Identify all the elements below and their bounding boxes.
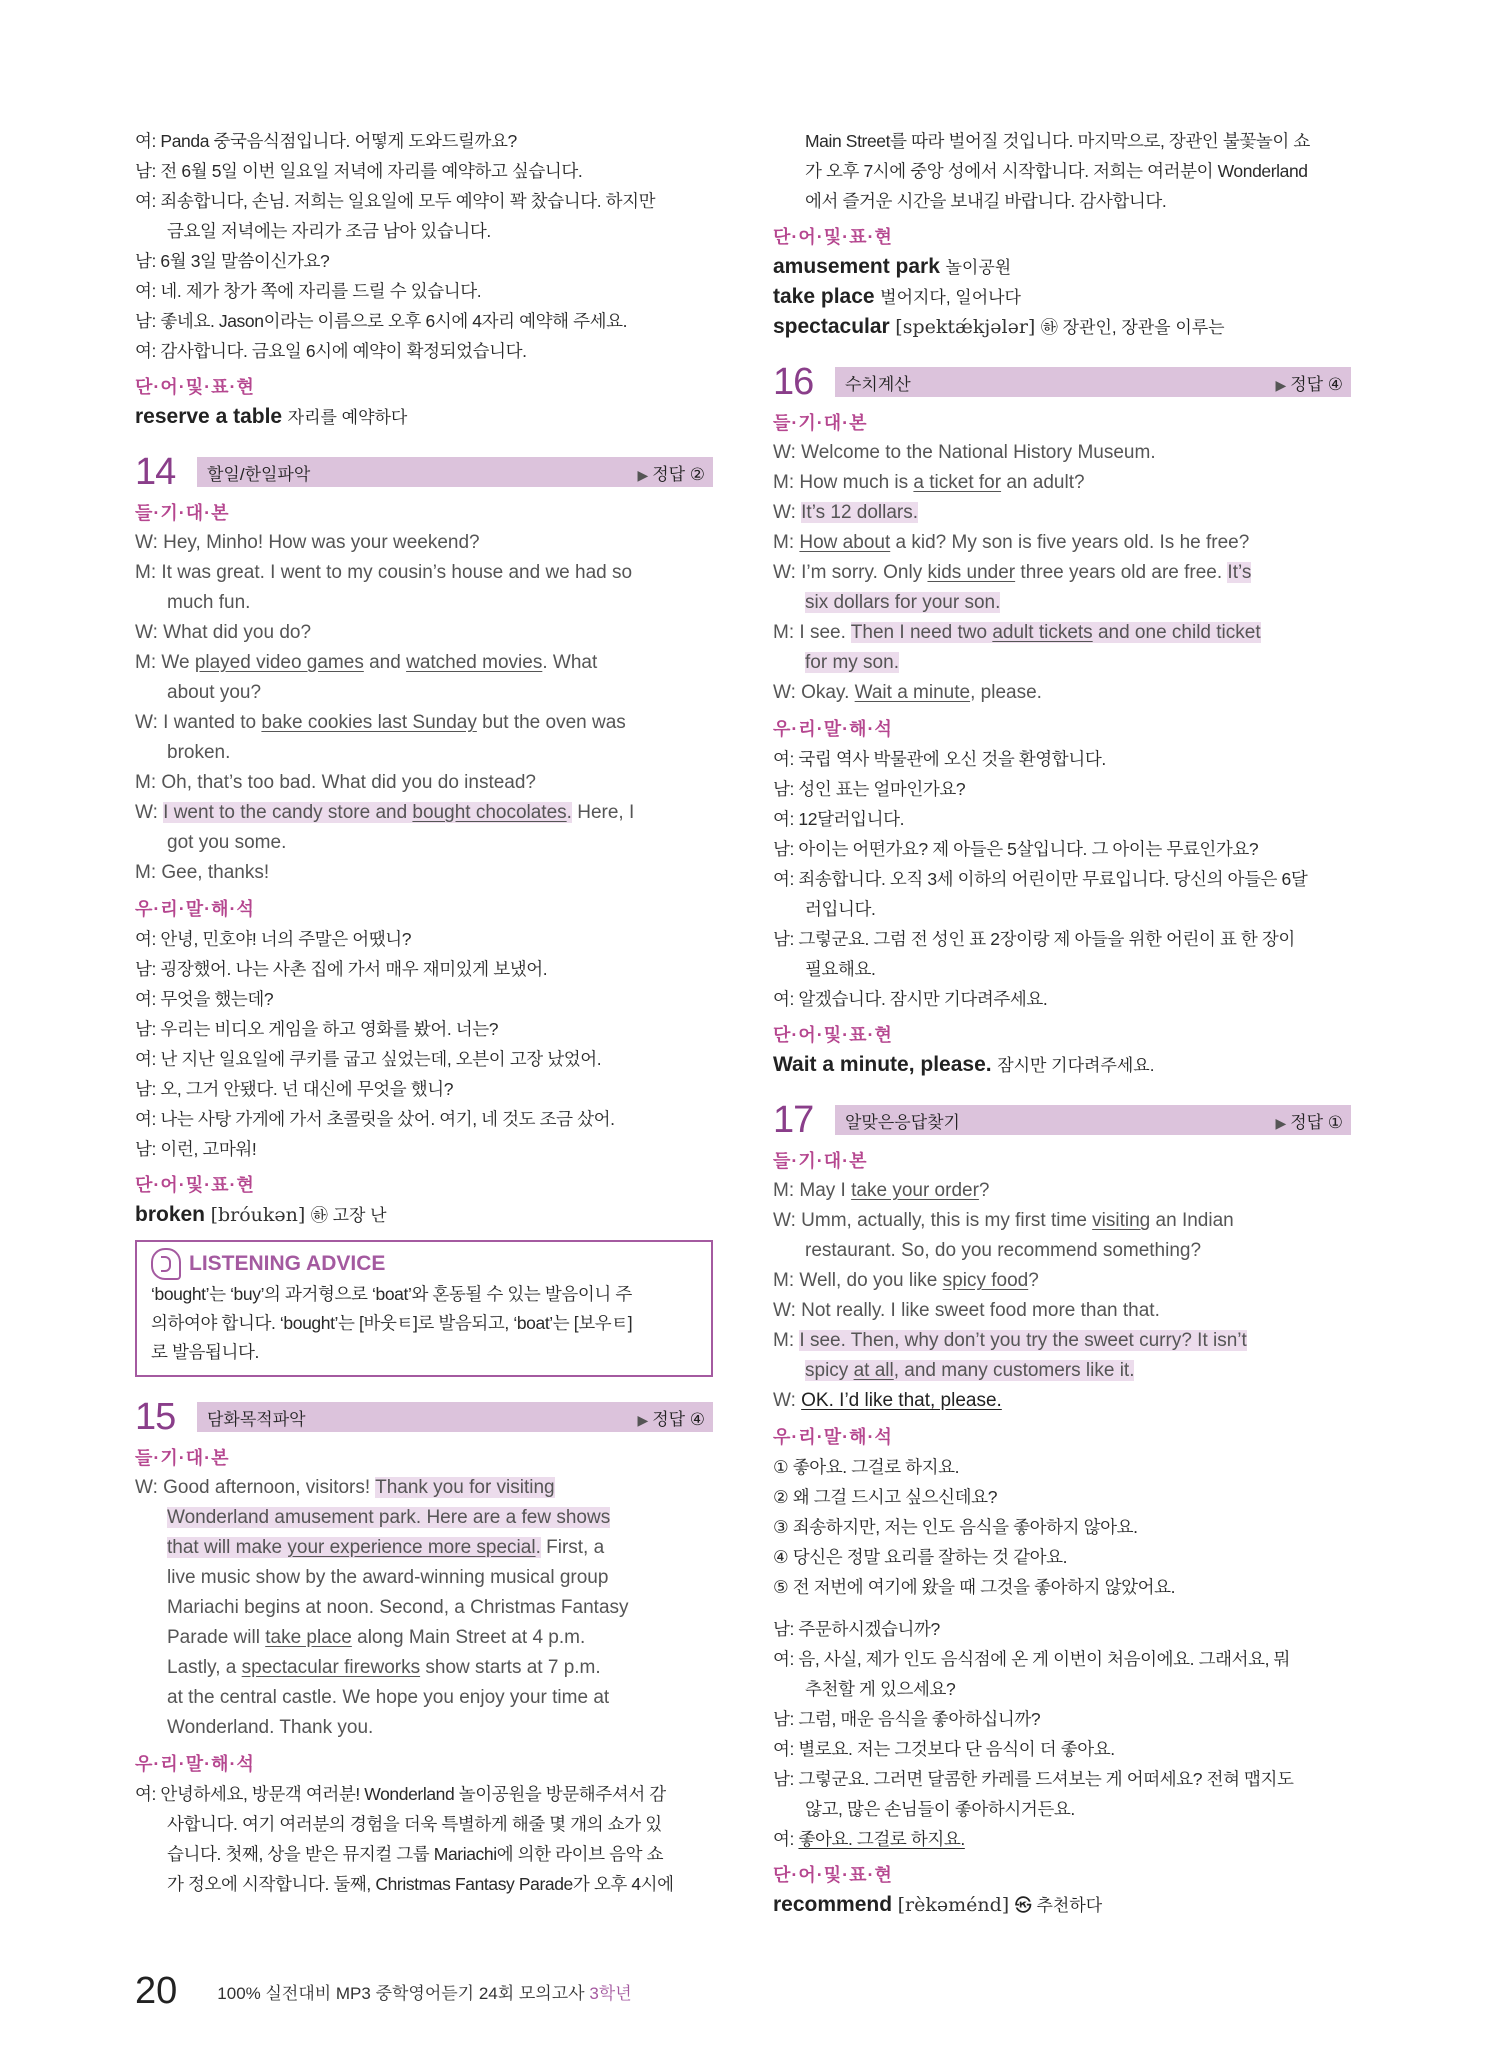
vocab-term: broken — [135, 1203, 206, 1226]
script-line: about you? — [167, 682, 262, 703]
option-line: ② 왜 그걸 드시고 싶으신데요? — [773, 1487, 998, 1507]
script-line: W: Hey, Minho! How was your weekend? — [135, 532, 480, 553]
vocab-label: 단·어·및·표·현 — [135, 377, 255, 397]
script-line — [135, 798, 713, 828]
translation-line: 남: 굉장했어. 나는 사촌 집에 가서 매우 재미있게 보냈어. — [135, 959, 548, 979]
translation-label: 우·리·말·해·석 — [773, 719, 893, 739]
script-line — [135, 1653, 713, 1683]
translation-line: 남: 그렇군요. 그러면 달콤한 카레를 드셔보는 게 어떠세요? 전혀 맵지도 — [773, 1769, 1294, 1789]
q17-options — [773, 1452, 1351, 1602]
question-topic: 담화목적파악 — [207, 1409, 306, 1429]
translation-line: 여: 알겠습니다. 잠시만 기다려주세요. — [773, 989, 1048, 1009]
highlighted-phrase — [851, 622, 1261, 643]
question-header-16 — [773, 360, 1351, 404]
script-text: M: I see. — [773, 622, 851, 643]
footer-book-title — [217, 1979, 631, 2004]
vocab-term: spectacular — [773, 315, 890, 338]
translation-line: 추천할 게 있으세요? — [805, 1679, 956, 1699]
script-line — [773, 1386, 1351, 1416]
translation-line: 남: 성인 표는 얼마인가요? — [773, 779, 966, 799]
highlighted-phrase: six dollars for your son. — [805, 592, 1001, 613]
vocab-item — [773, 282, 1351, 312]
highlighted-phrase: Thank you for visiting — [375, 1477, 555, 1498]
translation-line: 여: 음, 사실, 제가 인도 음식점에 온 게 이번이 처음이에요. 그래서요, 뭐 — [773, 1649, 1291, 1669]
answer-label: ▶ 정답 ① — [1276, 1108, 1343, 1133]
script-text: W: I wanted to — [135, 712, 262, 733]
answer-underlined: 좋아요. 그걸로 하지요. — [798, 1829, 965, 1849]
script-text: W: Umm, actually, this is my first time — [773, 1210, 1093, 1231]
advice-title-text: LISTENING ADVICE — [189, 1252, 386, 1275]
script-label: 들·기·대·본 — [773, 413, 868, 433]
question-bar — [835, 367, 1351, 397]
translation-line: 남: 그럼, 매운 음식을 좋아하십니까? — [773, 1709, 1041, 1729]
highlighted-phrase: for my son. — [805, 652, 899, 673]
script-line: live music show by the award-winning musical group — [167, 1567, 609, 1588]
script-text: , please. — [970, 682, 1042, 703]
vocab-pronunciation: [rèkəménd] — [897, 1894, 1010, 1916]
option-line: ③ 죄송하지만, 저는 인도 음식을 좋아하지 않아요. — [773, 1517, 1138, 1537]
script-text: W: — [135, 802, 164, 823]
script-line: got you some. — [167, 832, 287, 853]
vocab-term: recommend — [773, 1893, 893, 1916]
underlined-phrase: visiting — [1092, 1210, 1151, 1231]
script-line — [135, 1503, 713, 1533]
script-line — [773, 498, 1351, 528]
q17-script — [773, 1176, 1351, 1416]
translation-line: 남: 그렇군요. 그럼 전 성인 표 2장이랑 제 아들을 위한 어린이 표 한 장이 — [773, 929, 1295, 949]
translation-line: 여: 죄송합니다, 손님. 저희는 일요일에 모두 예약이 꽉 찼습니다. 하지만 — [135, 191, 656, 211]
question-header-14 — [135, 450, 713, 494]
translation-line: 여: 12달러입니다. — [773, 809, 905, 829]
script-text: M: May I — [773, 1180, 852, 1201]
script-line — [773, 678, 1351, 708]
script-line — [773, 648, 1351, 678]
vocab-label: 단·어·및·표·현 — [773, 1025, 893, 1045]
question-bar — [197, 1402, 713, 1432]
script-text: M: We — [135, 652, 195, 673]
q15-translation-part1 — [135, 1779, 713, 1899]
vocab-item — [773, 1050, 1351, 1080]
translation-line: 여: Panda 중국음식점입니다. 어떻게 도와드릴까요? — [135, 131, 517, 151]
answer-blank: OK. I’d like that, please. — [801, 1390, 1002, 1411]
question-topic: 알맞은응답찾기 — [845, 1112, 960, 1132]
underlined-phrase: spectacular fireworks — [241, 1657, 421, 1678]
translation-line: 여: 감사합니다. 금요일 6시에 예약이 확정되었습니다. — [135, 341, 527, 361]
vocab-label: 단·어·및·표·현 — [135, 1175, 255, 1195]
script-text: . — [535, 1537, 541, 1558]
script-text: W: Okay. — [773, 682, 855, 703]
script-text: W: — [773, 502, 802, 523]
script-line — [773, 528, 1351, 558]
q15-translation-part2 — [773, 126, 1351, 216]
question-number: 17 — [773, 1098, 814, 1141]
q15-script — [135, 1473, 713, 1743]
script-label: 들·기·대·본 — [135, 503, 230, 523]
translation-line — [773, 1824, 1351, 1854]
script-line: much fun. — [167, 592, 251, 613]
translation-line: 남: 좋네요. Jason이라는 이름으로 오후 6시에 4자리 예약해 주세요. — [135, 311, 628, 331]
advice-line: 로 발음됩니다. — [151, 1342, 259, 1362]
script-text: Parade will — [167, 1627, 266, 1648]
script-text: . What — [542, 652, 598, 673]
speaker-prefix: 여: — [773, 1829, 799, 1849]
script-text: that will make — [167, 1537, 288, 1558]
script-text: three years old are free. — [1015, 562, 1228, 583]
translation-line: Main Street를 따라 벌어질 것입니다. 마지막으로, 장관인 불꽃놀이 쇼 — [805, 131, 1310, 151]
script-line — [773, 618, 1351, 648]
script-label: 들·기·대·본 — [773, 1151, 868, 1171]
script-text: Here, I — [571, 802, 635, 823]
script-text: and one child ticket — [1092, 622, 1261, 643]
vocab-label: 단·어·및·표·현 — [773, 227, 893, 247]
highlighted-phrase: I see. Then, why don’t you try the sweet curry? It isn’t — [799, 1330, 1247, 1351]
question-number: 15 — [135, 1395, 176, 1438]
script-text: . — [566, 802, 572, 823]
script-line — [773, 468, 1351, 498]
question-bar — [835, 1105, 1351, 1135]
vocab-term: reserve a table — [135, 405, 283, 428]
script-text: Lastly, a — [167, 1657, 242, 1678]
question-header-15 — [135, 1395, 713, 1439]
vocab-gloss: ㉻ 장관인, 장관을 이루는 — [1040, 318, 1225, 337]
footer-title-text: 100% 실전대비 MP3 중학영어듣기 24회 모의고사 — [217, 1984, 585, 2003]
script-text: I went to the candy store and — [163, 802, 413, 823]
translation-line: 남: 이런, 고마워! — [135, 1139, 257, 1159]
script-label: 들·기·대·본 — [135, 1448, 230, 1468]
script-text: M: How much is — [773, 472, 914, 493]
q14-script — [135, 528, 713, 888]
underlined-phrase: Wait a minute — [854, 682, 971, 703]
translation-line: 에서 즐거운 시간을 보내길 바랍니다. 감사합니다. — [805, 191, 1167, 211]
underlined-phrase: at all — [853, 1360, 894, 1381]
script-line — [135, 648, 713, 678]
underlined-phrase: watched movies — [406, 652, 543, 673]
script-text: W: — [773, 1390, 802, 1411]
advice-line: 의하여야 합니다. ‘bought’는 [바웃ㅌ]로 발음되고, ‘boat’는 [보우ㅌ] — [151, 1313, 633, 1333]
script-line — [773, 1326, 1351, 1356]
script-line: broken. — [167, 742, 231, 763]
q16-translation — [773, 744, 1351, 1014]
translation-line: 남: 오, 그거 안됐다. 넌 대신에 무엇을 했니? — [135, 1079, 454, 1099]
question-number: 16 — [773, 360, 814, 403]
underlined-phrase: kids under — [927, 562, 1016, 583]
spacer — [773, 1602, 1351, 1614]
listening-advice-box — [135, 1240, 713, 1377]
script-line — [773, 1176, 1351, 1206]
script-line — [135, 1473, 713, 1503]
translation-line: 남: 6월 3일 말씀이신가요? — [135, 251, 330, 271]
translation-line: 여: 죄송합니다. 오직 3세 이하의 어린이만 무료입니다. 당신의 아들은 6달 — [773, 869, 1308, 889]
q17-translation — [773, 1614, 1351, 1854]
script-text: and — [363, 652, 407, 673]
underlined-phrase: adult tickets — [992, 622, 1093, 643]
question-header-17 — [773, 1098, 1351, 1142]
advice-line: ‘bought’는 ‘buy’의 과거형으로 ‘boat’와 혼동될 수 있는 발음이니 주 — [151, 1284, 632, 1304]
vocab-item — [135, 402, 713, 432]
script-text: show starts at 7 p.m. — [420, 1657, 601, 1678]
translation-line: 여: 국립 역사 박물관에 오신 것을 환영합니다. — [773, 749, 1106, 769]
translation-line: 여: 별로요. 저는 그것보다 단 음식이 더 좋아요. — [773, 1739, 1115, 1759]
script-text: along Main Street at 4 p.m. — [351, 1627, 586, 1648]
vocab-gloss: 잠시만 기다려주세요. — [997, 1056, 1155, 1075]
translation-label: 우·리·말·해·석 — [135, 1754, 255, 1774]
translation-line: 않고, 많은 손님들이 좋아하시거든요. — [805, 1799, 1075, 1819]
vocab-pronunciation: [bróukən] — [210, 1204, 306, 1226]
advice-title — [151, 1248, 697, 1280]
script-line: at the central castle. We hope you enjoy your time at — [167, 1687, 610, 1708]
question-bar — [197, 457, 713, 487]
vocab-item — [135, 1200, 713, 1230]
script-line: M: Gee, thanks! — [135, 862, 270, 883]
script-text: First, a — [540, 1537, 605, 1558]
script-line: W: Not really. I like sweet food more than that. — [773, 1300, 1160, 1321]
vocab-term: amusement park — [773, 255, 940, 278]
vocab-gloss: ㉿ 추천하다 — [1014, 1896, 1103, 1915]
translation-label: 우·리·말·해·석 — [773, 1427, 893, 1447]
ear-icon — [151, 1248, 181, 1280]
script-text: , and many customers like it. — [893, 1360, 1135, 1381]
question-topic: 수치계산 — [845, 374, 911, 394]
script-line — [773, 588, 1351, 618]
translation-line: 금요일 저녁에는 자리가 조금 남아 있습니다. — [167, 221, 491, 241]
script-line — [773, 1356, 1351, 1386]
vocab-gloss: ㉻ 고장 난 — [310, 1206, 387, 1225]
vocab-gloss: 놀이공원 — [945, 258, 1012, 277]
translation-line: 여: 안녕, 민호야! 너의 주말은 어땠니? — [135, 929, 412, 949]
script-line — [135, 708, 713, 738]
answer-label: ▶ 정답 ② — [638, 460, 705, 485]
translation-line: 여: 무엇을 했는데? — [135, 989, 274, 1009]
q16-script — [773, 438, 1351, 708]
script-line: M: Oh, that’s too bad. What did you do instead? — [135, 772, 537, 793]
question-topic: 할일/한일파악 — [207, 464, 311, 484]
translation-line: 여: 네. 제가 창가 쪽에 자리를 드릴 수 있습니다. — [135, 281, 482, 301]
script-line — [135, 1623, 713, 1653]
option-line: ④ 당신은 정말 요리를 잘하는 것 같아요. — [773, 1547, 1068, 1567]
vocab-item — [773, 1890, 1351, 1920]
answer-label: ▶ 정답 ④ — [1276, 370, 1343, 395]
highlighted-phrase — [167, 1537, 541, 1558]
translation-line: 러입니다. — [805, 899, 876, 919]
script-text: M: — [773, 532, 800, 553]
script-text: an Indian — [1150, 1210, 1234, 1231]
script-text: W: Good afternoon, visitors! — [135, 1477, 376, 1498]
underlined-phrase: How about — [799, 532, 891, 553]
script-text: spicy — [805, 1360, 854, 1381]
translation-line: 가 정오에 시작합니다. 둘째, Christmas Fantasy Parade가 오후 4시에 — [167, 1874, 674, 1894]
vocab-term: take place — [773, 285, 875, 308]
translation-line: 필요해요. — [805, 959, 876, 979]
highlighted-phrase: It’s 12 dollars. — [801, 502, 919, 523]
underlined-phrase: your experience more special — [287, 1537, 536, 1558]
underlined-phrase: bake cookies last Sunday — [261, 712, 477, 733]
script-line — [773, 1266, 1351, 1296]
translation-line: 여: 난 지난 일요일에 쿠키를 굽고 싶었는데, 오븐이 고장 났었어. — [135, 1049, 602, 1069]
script-text: an adult? — [1001, 472, 1085, 493]
script-text: but the oven was — [476, 712, 626, 733]
translation-line: 남: 전 6월 5일 이번 일요일 저녁에 자리를 예약하고 싶습니다. — [135, 161, 583, 181]
highlighted-phrase: Wonderland amusement park. Here are a few shows — [167, 1507, 611, 1528]
underlined-phrase: bought chocolates — [412, 802, 567, 823]
underlined-phrase: spicy food — [942, 1270, 1029, 1291]
translation-line: 습니다. 첫째, 상을 받은 뮤지컬 그룹 Mariachi에 의한 라이브 음악 쇼 — [167, 1844, 664, 1864]
script-line: Wonderland. Thank you. — [167, 1717, 374, 1738]
vocab-pronunciation: [spektǽkjələr] — [895, 316, 1036, 338]
option-line: ① 좋아요. 그걸로 하지요. — [773, 1457, 960, 1477]
option-line: ⑤ 전 저번에 여기에 왔을 때 그것을 좋아하지 않았어요. — [773, 1577, 1176, 1597]
highlighted-phrase — [805, 1360, 1134, 1381]
script-text: ? — [978, 1180, 990, 1201]
script-line — [773, 558, 1351, 588]
vocab-label: 단·어·및·표·현 — [773, 1865, 893, 1885]
script-text: M: — [773, 1330, 800, 1351]
translation-line: 여: 안녕하세요, 방문객 여러분! Wonderland 놀이공원을 방문해주셔서 감 — [135, 1784, 666, 1804]
vocab-item — [773, 252, 1351, 282]
script-line — [135, 1533, 713, 1563]
vocab-item — [773, 312, 1351, 342]
script-line: Mariachi begins at noon. Second, a Christmas Fantasy — [167, 1597, 629, 1618]
underlined-phrase: take your order — [851, 1180, 979, 1201]
script-text: a kid? My son is five years old. Is he free? — [890, 532, 1250, 553]
vocab-term: Wait a minute, please. — [773, 1053, 992, 1076]
highlighted-phrase: It’s — [1227, 562, 1252, 583]
translation-line: 가 오후 7시에 중앙 성에서 시작합니다. 저희는 여러분이 Wonderland — [805, 161, 1308, 181]
script-text: W: I’m sorry. Only — [773, 562, 928, 583]
underlined-phrase: take place — [265, 1627, 352, 1648]
script-line: W: What did you do? — [135, 622, 312, 643]
highlighted-phrase — [163, 802, 572, 823]
script-text: M: Well, do you like — [773, 1270, 943, 1291]
question-number: 14 — [135, 450, 176, 493]
page-footer — [135, 1970, 632, 2013]
translation-line: 남: 아이는 어떤가요? 제 아들은 5살입니다. 그 아이는 무료인가요? — [773, 839, 1259, 859]
underlined-phrase: a ticket for — [913, 472, 1002, 493]
vocab-gloss: 자리를 예약하다 — [287, 408, 408, 427]
translation-line: 사합니다. 여기 여러분의 경험을 더욱 특별하게 해줄 몇 개의 쇼가 있 — [167, 1814, 662, 1834]
vocab-gloss: 벌어지다, 일어나다 — [880, 288, 1021, 307]
script-line: W: Welcome to the National History Museum. — [773, 442, 1156, 463]
footer-grade: 3학년 — [589, 1984, 632, 2003]
underlined-phrase: played video games — [194, 652, 364, 673]
translation-label: 우·리·말·해·석 — [135, 899, 255, 919]
script-line: restaurant. So, do you recommend something? — [805, 1240, 1202, 1261]
answer-label: ▶ 정답 ④ — [638, 1405, 705, 1430]
q13-translation — [135, 126, 713, 366]
page-number: 20 — [135, 1970, 178, 2012]
translation-line: 남: 우리는 비디오 게임을 하고 영화를 봤어. 너는? — [135, 1019, 499, 1039]
script-line — [773, 1206, 1351, 1236]
translation-line: 여: 나는 사탕 가게에 가서 초콜릿을 샀어. 여기, 네 것도 조금 샀어. — [135, 1109, 615, 1129]
q14-translation — [135, 924, 713, 1164]
script-line: M: It was great. I went to my cousin’s house and we had so — [135, 562, 633, 583]
script-text: ? — [1028, 1270, 1039, 1291]
left-column — [135, 126, 713, 1899]
right-column — [773, 126, 1351, 1920]
script-text: Then I need two — [850, 622, 993, 643]
translation-line: 남: 주문하시겠습니까? — [773, 1619, 940, 1639]
